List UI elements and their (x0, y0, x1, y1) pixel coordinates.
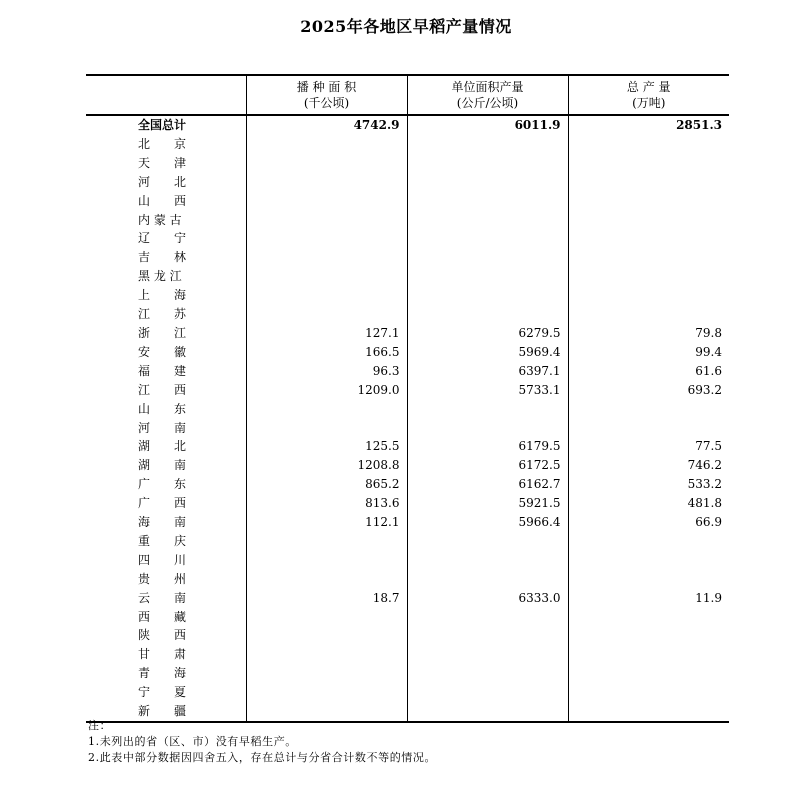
table-row (86, 456, 729, 475)
region-cell: 河 南 (138, 420, 187, 435)
total-output-cell: 481.8 (568, 494, 729, 513)
sown-area-cell (246, 645, 407, 664)
yield-per-area-cell (407, 400, 568, 419)
total-output-cell: 61.6 (568, 362, 729, 381)
table-row (86, 400, 729, 419)
region-cell: 云 南 (138, 590, 187, 605)
table-row (86, 608, 729, 627)
yield-per-area-cell (407, 683, 568, 702)
total-output-cell: 2851.3 (568, 115, 729, 135)
yield-per-area-cell: 6397.1 (407, 362, 568, 381)
region-cell: 江 西 (138, 382, 187, 397)
total-output-cell (568, 626, 729, 645)
sown-area-cell: 4742.9 (246, 115, 407, 135)
yield-per-area-cell: 6172.5 (407, 456, 568, 475)
table-row (86, 551, 729, 570)
region-cell: 甘 肃 (138, 647, 187, 662)
total-output-cell (568, 645, 729, 664)
total-output-cell (568, 267, 729, 286)
sown-area-cell: 112.1 (246, 513, 407, 532)
region-cell: 内 蒙 古 (138, 212, 182, 227)
table-row (86, 589, 729, 608)
sown-area-cell: 865.2 (246, 475, 407, 494)
region-cell: 上 海 (138, 288, 187, 303)
total-output-cell: 66.9 (568, 513, 729, 532)
header-sown-area-unit: (千公顷) (303, 96, 350, 110)
region-cell: 浙 江 (138, 325, 187, 340)
sown-area-cell: 96.3 (246, 362, 407, 381)
sown-area-cell: 166.5 (246, 343, 407, 362)
region-cell: 北 京 (138, 136, 187, 151)
yield-per-area-cell: 5921.5 (407, 494, 568, 513)
total-output-cell: 533.2 (568, 475, 729, 494)
region-cell: 四 川 (138, 552, 187, 567)
table-row (86, 135, 729, 154)
total-output-cell (568, 229, 729, 248)
region-cell: 安 徽 (138, 344, 187, 359)
table-row (86, 664, 729, 683)
yield-per-area-cell (407, 419, 568, 438)
footnote-heading: 注： (88, 719, 112, 732)
yield-per-area-cell (407, 248, 568, 267)
footnotes (88, 718, 436, 766)
yield-per-area-cell: 6179.5 (407, 437, 568, 456)
table-row (86, 645, 729, 664)
header-total-output-unit: (万吨) (632, 96, 666, 110)
footnote-1: 1.未列出的省（区、市）没有早稻生产。 (88, 735, 297, 748)
yield-per-area-cell: 6162.7 (407, 475, 568, 494)
yield-per-area-cell: 5733.1 (407, 381, 568, 400)
page-title: 2025年各地区早稻产量情况 (300, 17, 512, 36)
total-output-cell (568, 154, 729, 173)
yield-per-area-cell (407, 192, 568, 211)
sown-area-cell: 18.7 (246, 589, 407, 608)
sown-area-cell (246, 626, 407, 645)
sown-area-cell: 813.6 (246, 494, 407, 513)
yield-per-area-cell (407, 154, 568, 173)
sown-area-cell (246, 683, 407, 702)
header-yield-per-area-unit: (公斤/公顷) (456, 96, 519, 110)
yield-per-area-cell: 5966.4 (407, 513, 568, 532)
header-sown-area (246, 75, 407, 115)
region-cell: 贵 州 (138, 571, 187, 586)
total-output-cell (568, 419, 729, 438)
table-row (86, 513, 729, 532)
total-output-cell (568, 551, 729, 570)
table-row (86, 683, 729, 702)
table-row (86, 211, 729, 230)
region-cell: 陕 西 (138, 628, 187, 643)
region-cell: 黑 龙 江 (138, 269, 182, 284)
sown-area-cell (246, 532, 407, 551)
total-output-cell: 693.2 (568, 381, 729, 400)
sown-area-cell (246, 154, 407, 173)
yield-per-area-cell (407, 645, 568, 664)
header-yield-per-area (407, 75, 568, 115)
sown-area-cell (246, 211, 407, 230)
table-row (86, 173, 729, 192)
total-output-cell (568, 570, 729, 589)
total-output-cell (568, 608, 729, 627)
region-cell: 宁 夏 (138, 685, 187, 700)
region-cell: 吉 林 (138, 250, 187, 265)
total-output-cell (568, 400, 729, 419)
yield-per-area-cell: 5969.4 (407, 343, 568, 362)
region-cell: 辽 宁 (138, 231, 187, 246)
yield-per-area-cell (407, 608, 568, 627)
header-sown-area-label: 播 种 面 积 (296, 80, 357, 94)
region-cell: 海 南 (138, 515, 187, 530)
table-row (86, 286, 729, 305)
yield-per-area-cell (407, 551, 568, 570)
yield-per-area-cell (407, 173, 568, 192)
table-row (86, 229, 729, 248)
total-output-cell: 77.5 (568, 437, 729, 456)
total-output-cell (568, 702, 729, 722)
sown-area-cell (246, 267, 407, 286)
yield-per-area-cell (407, 305, 568, 324)
sown-area-cell (246, 400, 407, 419)
total-output-cell: 11.9 (568, 589, 729, 608)
region-cell: 广 东 (138, 477, 187, 492)
table-row (86, 248, 729, 267)
table-row-total (86, 115, 729, 135)
region-cell: 西 藏 (138, 609, 187, 624)
region-cell: 新 疆 (86, 702, 246, 722)
table-row (86, 419, 729, 438)
region-cell: 湖 南 (138, 458, 187, 473)
yield-per-area-cell (407, 135, 568, 154)
early-rice-production-table (86, 74, 729, 723)
sown-area-cell (246, 135, 407, 154)
header-yield-per-area-label: 单位面积产量 (451, 80, 524, 94)
sown-area-cell: 125.5 (246, 437, 407, 456)
region-cell: 重 庆 (138, 533, 187, 548)
table-row (86, 362, 729, 381)
sown-area-cell (246, 248, 407, 267)
total-output-cell (568, 211, 729, 230)
region-cell: 青 海 (138, 666, 187, 681)
sown-area-cell (246, 229, 407, 248)
table-row (86, 570, 729, 589)
table-row (86, 626, 729, 645)
region-cell: 广 西 (138, 496, 187, 511)
table-row (86, 475, 729, 494)
yield-per-area-cell (407, 532, 568, 551)
region-cell: 福 建 (138, 363, 187, 378)
yield-per-area-cell (407, 664, 568, 683)
table-body (86, 115, 729, 722)
yield-per-area-cell (407, 211, 568, 230)
table-row (86, 381, 729, 400)
table-row (86, 494, 729, 513)
total-output-cell: 746.2 (568, 456, 729, 475)
yield-per-area-cell (407, 570, 568, 589)
sown-area-cell: 1209.0 (246, 381, 407, 400)
yield-per-area-cell (407, 267, 568, 286)
table-row (86, 305, 729, 324)
footnote-2: 2.此表中部分数据因四舍五入，存在总计与分省合计数不等的情况。 (88, 751, 437, 764)
sown-area-cell (246, 305, 407, 324)
yield-per-area-cell (407, 626, 568, 645)
region-cell: 江 苏 (138, 307, 187, 322)
total-output-cell (568, 135, 729, 154)
region-cell: 山 西 (138, 193, 187, 208)
total-output-cell (568, 248, 729, 267)
region-cell: 河 北 (138, 174, 187, 189)
region-cell: 湖 北 (138, 439, 187, 454)
sown-area-cell (246, 419, 407, 438)
yield-per-area-cell: 6011.9 (407, 115, 568, 135)
table-header-row (86, 75, 729, 115)
table-row (86, 192, 729, 211)
table-row (86, 532, 729, 551)
total-output-cell (568, 683, 729, 702)
table-row (86, 267, 729, 286)
total-output-cell (568, 173, 729, 192)
sown-area-cell: 1208.8 (246, 456, 407, 475)
total-output-cell (568, 305, 729, 324)
region-cell: 山 东 (138, 401, 187, 416)
table-row (86, 343, 729, 362)
total-output-cell: 79.8 (568, 324, 729, 343)
yield-per-area-cell: 6279.5 (407, 324, 568, 343)
sown-area-cell (246, 286, 407, 305)
total-output-cell (568, 532, 729, 551)
table-row (86, 154, 729, 173)
header-region (86, 75, 246, 115)
region-cell: 天 津 (138, 155, 187, 170)
yield-per-area-cell: 6333.0 (407, 589, 568, 608)
table-row (86, 437, 729, 456)
sown-area-cell (246, 551, 407, 570)
sown-area-cell (246, 570, 407, 589)
yield-per-area-cell (407, 286, 568, 305)
total-output-cell (568, 192, 729, 211)
yield-per-area-cell (407, 229, 568, 248)
sown-area-cell (246, 664, 407, 683)
total-output-cell: 99.4 (568, 343, 729, 362)
header-total-output-label: 总 产 量 (626, 80, 671, 94)
sown-area-cell (246, 173, 407, 192)
sown-area-cell (246, 192, 407, 211)
region-cell: 全国总计 (138, 118, 187, 132)
sown-area-cell: 127.1 (246, 324, 407, 343)
total-output-cell (568, 286, 729, 305)
sown-area-cell (246, 608, 407, 627)
table-row (86, 324, 729, 343)
total-output-cell (568, 664, 729, 683)
header-total-output (568, 75, 729, 115)
